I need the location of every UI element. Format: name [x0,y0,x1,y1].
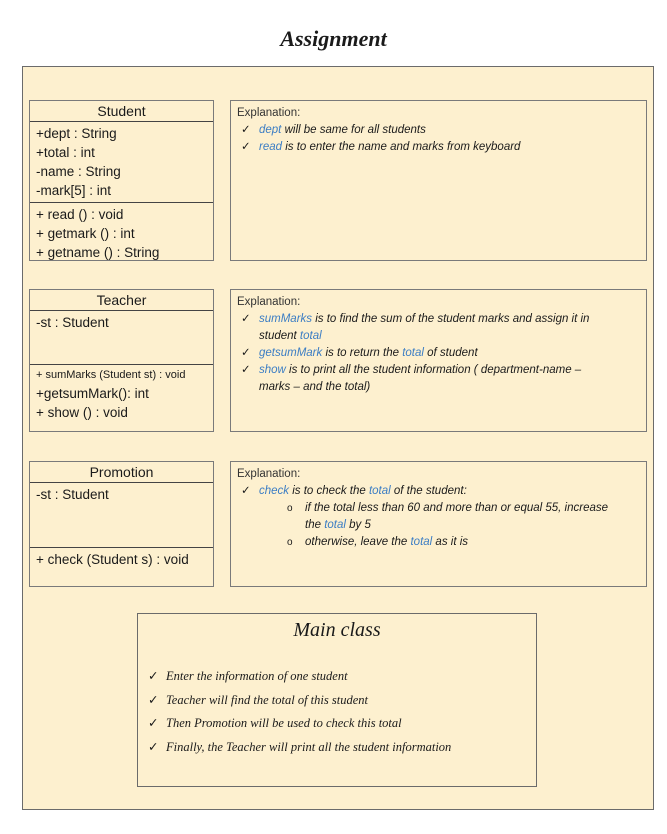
check-mark-icon: ✓ [241,313,251,325]
check-mark-icon: ✓ [241,347,251,359]
circle-bullet-icon: o [287,503,293,514]
keyword: read [259,141,283,153]
method: + sumMarks (Student st) : void [36,369,186,381]
attribute: -st : Student [36,487,109,502]
class-methods [30,365,213,424]
main-class-title: Main class [293,619,381,641]
explanation-label: Explanation: [237,107,301,119]
check-mark-icon: ✓ [241,485,251,497]
attribute: +total : int [36,145,95,160]
explanation-item: ✓ getsumMark is to return the total of student [237,345,640,362]
student-explanation-box [230,100,647,261]
class-name: Promotion [30,462,213,483]
explanation-label: Explanation: [237,296,301,308]
explanation-item: ✓ dept will be same for all students [237,122,640,139]
main-class-item: ✓ Enter the information of one student [148,669,348,683]
explanation-item: ✓ check is to check the total of the student: [237,483,640,500]
attribute: -mark[5] : int [36,183,112,198]
promotion-explanation-box [230,461,647,587]
promotion-class-box [29,461,214,587]
student-class-box [29,100,214,261]
page-title: Assignment [280,26,387,51]
method: + check (Student s) : void [36,552,189,567]
keyword: total [299,330,322,342]
method: + read () : void [36,207,124,222]
check-mark-icon: ✓ [241,364,251,376]
keyword: total [410,536,433,548]
keyword: total [368,485,391,497]
class-attributes [30,122,213,203]
class-name: Student [30,101,213,122]
method: + getmark () : int [36,226,135,241]
keyword: dept [259,124,282,136]
main-class-item: ✓ Finally, the Teacher will print all the student information [148,740,452,754]
keyword: check [259,485,290,497]
keyword: getsumMark [259,347,323,359]
circle-bullet-icon: o [287,537,293,548]
keyword: total [324,519,346,531]
check-mark-icon: ✓ [241,141,251,153]
check-mark-icon: ✓ [241,124,251,136]
attribute: -name : String [36,164,121,179]
explanation-item: ✓ read is to enter the name and marks from keyboard [237,139,640,156]
check-mark-icon: ✓ [148,740,159,754]
class-attributes [30,483,213,548]
class-methods [30,548,213,571]
keyword: sumMarks [259,313,313,325]
attribute: +dept : String [36,126,117,141]
explanation-item: ✓ show is to print all the student information ( department-name – marks – and the total) [241,364,582,393]
check-mark-icon: ✓ [148,693,159,707]
teacher-class-box [29,289,214,432]
explanation-sub-item: o otherwise, leave the total as it is [237,534,640,551]
class-attributes [30,311,213,365]
class-name: Teacher [30,290,213,311]
check-mark-icon: ✓ [148,669,159,683]
attribute: -st : Student [36,315,109,330]
keyword: show [259,364,286,376]
keyword: total [402,347,424,359]
main-class-box [137,613,537,787]
method: + getname () : String [36,245,160,260]
method: + show () : void [36,405,128,420]
method: +getsumMark(): int [36,386,149,401]
teacher-explanation-box [230,289,647,432]
main-class-item: ✓ Teacher will find the total of this student [148,693,368,707]
check-mark-icon: ✓ [148,716,159,730]
class-methods [30,203,213,264]
explanation-label: Explanation: [237,468,301,480]
explanation-item: ✓ sumMarks is to find the sum of the student marks and assign it in student total [241,313,590,342]
main-class-item: ✓ Then Promotion will be used to check this total [148,716,402,730]
explanation-sub-item: o if the total less than 60 and more than or equal 55, increase the total by 5 [287,502,609,531]
